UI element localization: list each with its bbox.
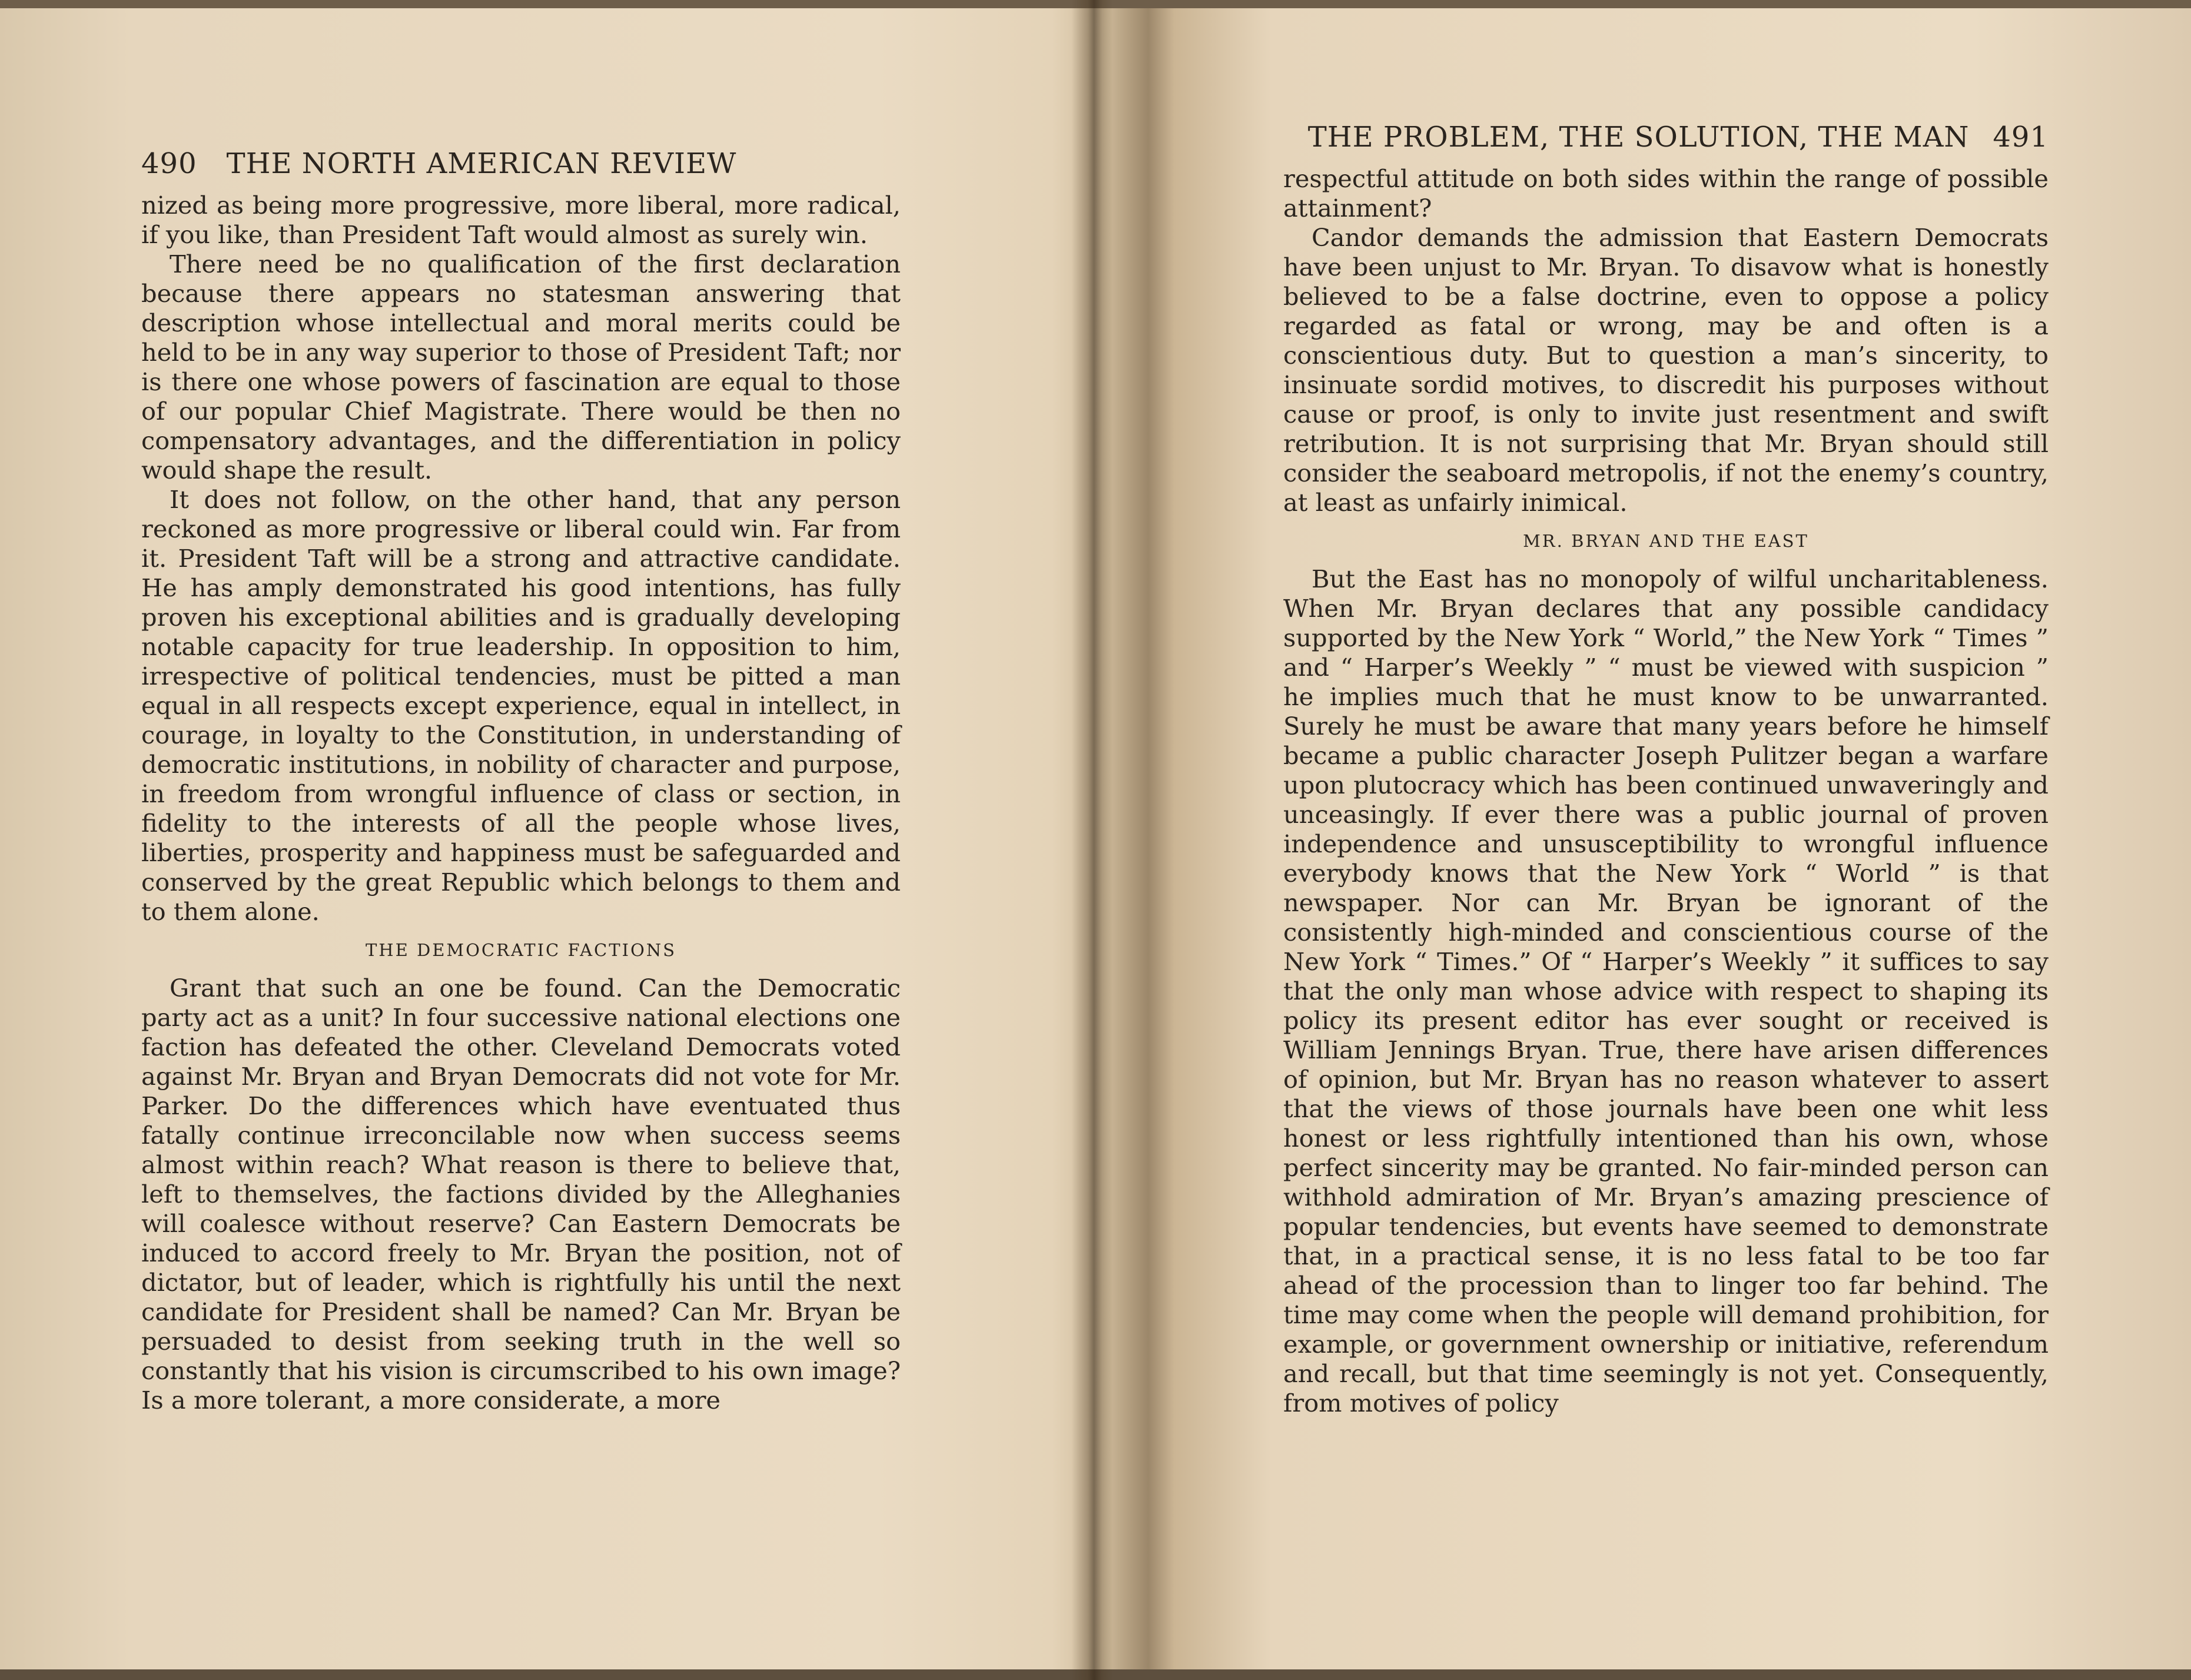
paragraph: nized as being more progressive, more liberal, more radical, if you like, than President Taft would almost as surely win. [141,191,901,249]
right-page-header [1283,121,2049,154]
paragraph: There need be no qualification of the first declaration because there appears no statesman answering that description whose intellectual and moral merits could be held to be in any way superior to those of President Taft; nor is there one whose powers of fascination are equal to those of our popular Chief Magistrate. There would be then no compensatory advantages, and the differentiation in policy would shape the result. [141,250,901,484]
paragraph: But the East has no monopoly of wilful uncharitableness. When Mr. Bryan declares that any possible candidacy supported by the New York “ World,” the New York “ Times ” and “ Harper’s Weekly ” “ must be viewed with suspicion ” he implies much that he must know to be unwarranted. Surely he must be aware that many years before he himself became a public character Joseph Pulitzer began a warfare upon plutocracy which has been continued unwaveringly and unceasingly. If ever there was a public journal of proven independence and unsusceptibility to wrongful influence everybody knows that the New York “ World ” is that newspaper. Nor can Mr. Bryan be ignorant of the consistently high-minded and conscientious course of the New York “ Times.” Of “ Harper’s Weekly ” it suffices to say that the only man whose advice with respect to shaping its policy its present editor has ever sought or received is William Jennings Bryan. True, there have arisen differences of opinion, but Mr. Bryan has no reason whatever to assert that the views of those journals have been one whit less honest or less rightfully intentioned than his own, whose perfect sincerity may be granted. No fair-minded person can withhold admiration of Mr. Bryan’s amazing prescience of popular tendencies, but events have seemed to demonstrate that, in a practical sense, it is no less fatal to be too far ahead of the procession than to linger too far behind. The time may come when the people will demand prohibition, for example, or government ownership or initiative, referendum and recall, but that time seemingly is not yet. Consequently, from motives of policy [1283,565,2049,1417]
running-head: THE NORTH AMERICAN REVIEW [226,147,737,180]
paragraph: Candor demands the admission that Eastern Democrats have been unjust to Mr. Bryan. To disavow what is honestly believed to be a false doctrine, even to oppose a policy regarded as fatal or wrong, may be and often is a conscientious duty. But to question a man’s sincerity, to insinuate sordid motives, to discredit his purposes without cause or proof, is only to invite just resentment and swift retribution. It is not surprising that Mr. Bryan should still consider the seaboard metropolis, if not the enemy’s country, at least as unfairly inimical. [1283,223,2049,517]
book-spine-gutter [1071,0,1113,1680]
running-head: THE PROBLEM, THE SOLUTION, THE MAN [1307,121,1970,154]
page-number: 490 [141,147,197,180]
paragraph: Grant that such an one be found. Can the Democratic party act as a unit? In four successive national elections one faction has defeated the other. Cleveland Democrats voted against Mr. Bryan and Bryan Democrats did not vote for Mr. Parker. Do the differences which have eventuated thus fatally continue irreconcilable now when success seems almost within reach? What reason is there to believe that, left to themselves, the factions divided by the Alleghanies will coalesce without reserve? Can Eastern Democrats be induced to accord freely to Mr. Bryan the position, not of dictator, but of leader, which is rightfully his until the next candidate for President shall be named? Can Mr. Bryan be persuaded to desist from seeking truth in the well so constantly that his vision is circumscribed to his own image? Is a more tolerant, a more considerate, a more [141,974,901,1415]
right-page [1283,121,2049,1418]
paragraph: It does not follow, on the other hand, that any person reckoned as more progressive or liberal could win. Far from it. President Taft will be a strong and attractive candidate. He has amply demonstrated his good intentions, has fully proven his exceptional abilities and is gradually developing notable capacity for true leadership. In opposition to him, irrespective of political tendencies, must be pitted a man equal in all respects except experience, equal in intellect, in courage, in loyalty to the Constitution, in understanding of democratic institutions, in nobility of character and purpose, in freedom from wrongful influence of class or section, in fidelity to the interests of all the people whose lives, liberties, prosperity and happiness must be safeguarded and conserved by the great Republic which belongs to them and to them alone. [141,485,901,926]
page-number: 491 [1993,121,2049,154]
paragraph: respectful attitude on both sides within the range of possible attainment? [1283,164,2049,223]
section-heading: THE DEMOCRATIC FACTIONS [365,940,677,960]
left-page [141,147,901,1415]
left-page-header [141,147,901,180]
section-heading: MR. BRYAN AND THE EAST [1523,531,1809,551]
